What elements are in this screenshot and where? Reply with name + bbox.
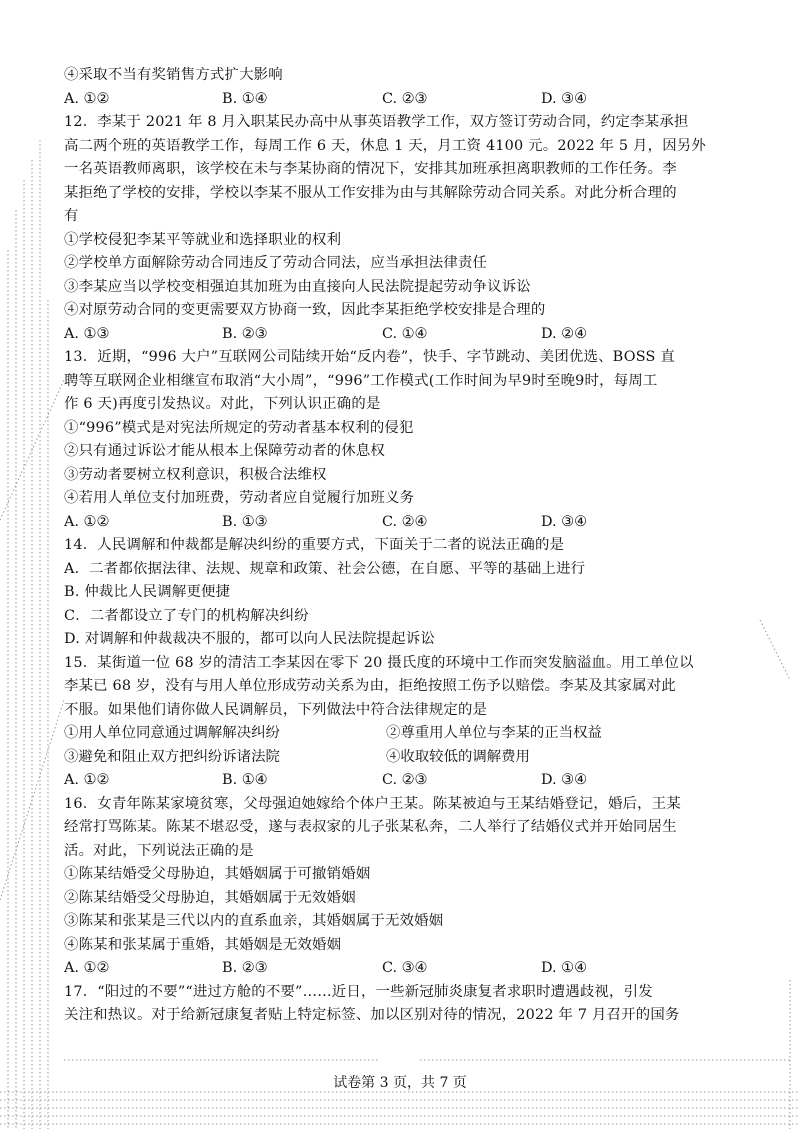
question-stem: 李某已 68 岁，没有与用人单位形成劳动关系为由，拒绝按照工伤予以赔偿。李某及其家属对此 xyxy=(64,678,676,694)
statement-item: ④若用人单位支付加班费，劳动者应自觉履行加班义务 xyxy=(64,490,415,506)
page-footer: 试卷第 3 页，共 7 页 xyxy=(333,1075,467,1091)
question-stem: 聘等互联网企业相继宣布取消“大小周”，“996”工作模式(工作时间为早9时至晚9时，每周工 xyxy=(64,372,658,389)
question-stem: 关注和热议。对于给新冠康复者贴上特定标签、加以区别对待的情况，2022 年 7 月召开的国务 xyxy=(64,1007,680,1023)
statement-item: ①“996”模式是对宪法所规定的劳动者基本权利的侵犯 xyxy=(64,419,414,436)
answer-option: D. ③④ xyxy=(541,513,587,530)
answer-option: C. ②③ xyxy=(382,772,428,788)
statement-item: ④对原劳动合同的变更需要双方协商一致，因此李某拒绝学校安排是合理的 xyxy=(64,302,546,318)
statement-item: A．二者都依据法律、法规、规章和政策、社会公德，在自愿、平等的基础上进行 xyxy=(64,560,586,577)
statement-item: ②尊重用人单位与李某的正当权益 xyxy=(386,725,602,741)
statement-item: ①学校侵犯李某平等就业和选择职业的权利 xyxy=(64,231,342,248)
answer-option: C. ①④ xyxy=(382,325,428,342)
question-block xyxy=(64,652,784,793)
answer-option: D. ①④ xyxy=(541,960,587,976)
statement-item: ③陈某和张某是三代以内的直系血亲，其婚姻属于无效婚姻 xyxy=(64,913,444,929)
answer-option: D. ③④ xyxy=(541,90,587,107)
answer-option: D. ③④ xyxy=(541,772,587,788)
answer-option: A. ①② xyxy=(64,960,110,976)
question-content xyxy=(64,64,784,1028)
answer-option: A. ①② xyxy=(64,513,110,530)
statement-item: ①用人单位同意通过调解解决纠纷 xyxy=(64,725,280,741)
answer-option: A. ①② xyxy=(64,772,110,788)
question-stem: 16．女青年陈某家境贫寒，父母强迫她嫁给个体户王某。陈某被迫与王某结婚登记，婚后，王某 xyxy=(64,795,681,812)
statement-pair xyxy=(64,746,784,770)
answer-options xyxy=(64,957,784,981)
statement-item: ②学校单方面解除劳动合同违反了劳动合同法，应当承担法律责任 xyxy=(64,255,488,271)
statement-item: ④陈某和张某属于重婚，其婚姻是无效婚姻 xyxy=(64,936,342,953)
question-stem: 12．李某于 2021 年 8 月入职某民办高中从事英语教学工作，双方签订劳动合同，约定李某承担 xyxy=(64,114,689,130)
question-stem: 某拒绝了学校的安排，学校以李某不服从工作安排为由与其解除劳动合同关系。对此分析合理的 xyxy=(64,184,677,201)
answer-option: C. ②④ xyxy=(382,513,428,530)
answer-options xyxy=(64,323,784,347)
question-stem: 14．人民调解和仲裁都是解决纠纷的重要方式，下面关于二者的说法正确的是 xyxy=(64,537,565,553)
question-stem: 17．“阳过的不要”“进过方舱的不要”……近日，一些新冠肺炎康复者求职时遭遇歧视，引发 xyxy=(64,983,653,1000)
statement-item: C．二者都设立了专门的机构解决纠纷 xyxy=(64,607,309,624)
answer-option: A. ①③ xyxy=(64,325,110,342)
question-stem: 有 xyxy=(64,208,79,224)
question-block xyxy=(64,534,784,652)
question-block xyxy=(64,793,784,981)
answer-option: B. ①④ xyxy=(222,772,268,788)
question-block xyxy=(64,981,784,1028)
statement-item: ①陈某结婚受父母胁迫，其婚姻属于可撤销婚姻 xyxy=(64,866,371,882)
statement-item: ②陈某结婚受父母胁迫，其婚姻属于无效婚姻 xyxy=(64,889,356,906)
statement-item: ③劳动者要树立权利意识，积极合法维权 xyxy=(64,466,327,483)
question-block xyxy=(64,346,784,534)
answer-option: A. ①② xyxy=(64,90,110,107)
question-stem: 不服。如果他们请你做人民调解员，下列做法中符合法律规定的是 xyxy=(64,701,488,718)
answer-options xyxy=(64,511,784,535)
answer-option: C. ②③ xyxy=(382,90,428,107)
question-stem: 13．近期，“996 大户”互联网公司陆续开始“反内卷”，快手、字节跳动、美团优选、BOSS 直 xyxy=(64,349,675,365)
answer-option: C. ③④ xyxy=(382,960,428,976)
statement-item: B. 仲裁比人民调解更便捷 xyxy=(64,584,231,600)
answer-option: B. ②③ xyxy=(222,960,268,976)
statement-item: ④收取较低的调解费用 xyxy=(386,748,530,765)
answer-option: B. ①③ xyxy=(222,513,268,530)
answer-options xyxy=(64,88,784,112)
answer-option: D. ②④ xyxy=(541,325,587,342)
answer-option: B. ②③ xyxy=(222,325,268,342)
statement-item: ②只有通过诉讼才能从根本上保障劳动者的休息权 xyxy=(64,443,385,459)
question-stem: 活。对此，下列说法正确的是 xyxy=(64,842,254,859)
question-stem: 经常打骂陈某。陈某不堪忍受，遂与表叔家的儿子张某私奔，二人举行了结婚仪式并开始同居生 xyxy=(64,819,677,835)
question-stem: 作 6 天)再度引发热议。对此，下列认识正确的是 xyxy=(64,396,381,412)
question-stem: 15．某街道一位 68 岁的清洁工李某因在零下 20 摄氏度的环境中工作而突发脑溢血。用工单位以 xyxy=(64,654,694,671)
answer-options xyxy=(64,769,784,793)
statement-item: D. 对调解和仲裁裁决不服的，都可以向人民法院提起诉讼 xyxy=(64,631,435,647)
question-block xyxy=(64,111,784,346)
answer-option: B. ①④ xyxy=(222,90,268,107)
question-stem: 高二两个班的英语教学工作，每周工作 6 天，休息 1 天，月工资 4100 元。2022 年 5 月，因另外 xyxy=(64,137,706,154)
statement-item: ③避免和阻止双方把纠纷诉诸法院 xyxy=(64,748,280,765)
statement-pair xyxy=(64,722,784,746)
statement-item: ④采取不当有奖销售方式扩大影响 xyxy=(64,67,283,83)
question-stem: 一名英语教师离职，该学校在未与李某协商的情况下，安排其加班承担离职教师的工作任务。李 xyxy=(64,161,677,177)
statement-item: ③李某应当以学校变相强迫其加班为由直接向人民法院提起劳动争议诉讼 xyxy=(64,278,531,295)
